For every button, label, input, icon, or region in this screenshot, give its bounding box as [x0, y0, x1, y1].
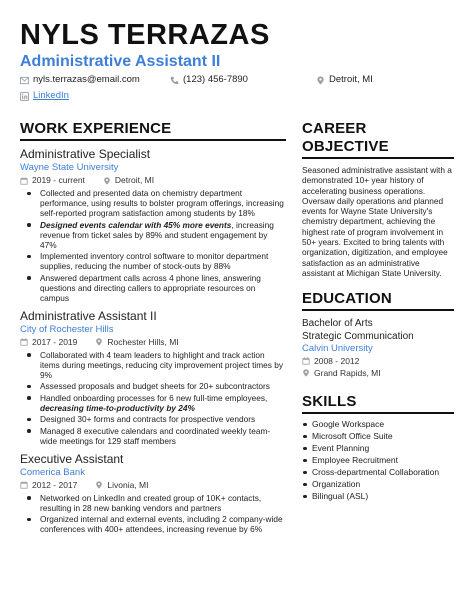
job-bullet: Designed 30+ forms and contracts for prospective vendors: [20, 414, 286, 424]
email-icon: [20, 76, 29, 85]
job-bullet: [20, 220, 286, 250]
job-bullets: [20, 493, 286, 535]
location-pin-icon: [302, 369, 310, 377]
job-bullet: [20, 393, 286, 413]
job-location-text: Livonia, MI: [107, 479, 149, 490]
linkedin-text: LinkedIn: [33, 90, 69, 101]
job-company: Comerica Bank: [20, 466, 85, 478]
bullet-text: Handled onboarding processes for 6 new full-time employees,: [40, 392, 268, 403]
job-company: Wayne State University: [20, 162, 119, 173]
jobs-list: [20, 147, 286, 534]
job-bullet: Implemented inventory control software to monitor department supplies, reducing the number of stock-outs by 88%: [20, 251, 286, 271]
skill-item: Google Workspace: [302, 418, 454, 430]
job-bullet: Assessed proposals and budget sheets for 20+ subcontractors: [20, 381, 286, 391]
job-dates: [20, 480, 77, 491]
job-title: Executive Assistant: [20, 451, 124, 466]
calendar-icon: [302, 357, 310, 365]
work-experience-heading: WORK EXPERIENCE: [20, 120, 286, 141]
job-bullets: [20, 188, 286, 303]
calendar-icon: [20, 338, 28, 346]
job-dates-text: 2019 - current: [32, 175, 85, 185]
calendar-icon: [20, 177, 28, 185]
bullet-text: , increasing revenue from ticket sales by 89% and student engagement by 47%: [40, 219, 274, 250]
bullet-emphasis: Designed events calendar with 45% more events: [40, 219, 232, 230]
skills-heading: SKILLS: [302, 393, 454, 414]
right-column: [302, 120, 454, 502]
location-pin-icon: [316, 76, 325, 85]
job-meta: [20, 175, 286, 186]
job-bullet: Organized internal and external events, including 2 company-wide conferences with 400+ attendees, increasing revenue by 6%: [20, 514, 286, 534]
job-bullet: Collaborated with 4 team leaders to highlight and track action items during meetings, reducing city improvement project times by 9%: [20, 350, 286, 380]
calendar-icon: [20, 481, 28, 489]
job-bullet: Answered department calls across 4 phone lines, answering questions and directing callers to appropriate resources on campus: [20, 273, 286, 303]
career-objective-heading-line1: CAREER: [302, 120, 367, 137]
career-objective-text: Seasoned administrative assistant with a demonstrated 10+ year history of accelerating business operations. Oversaw daily operations and planned events for Wayne State University's chemistry department, achieving the highest rate of program involvement in 50+ years. Excited to bring talents with organization, digitization, and employee satisfaction as an administrative assistant at Michigan State University.: [302, 165, 452, 278]
contact-location: [316, 74, 373, 86]
contact-email[interactable]: [20, 74, 140, 86]
job-entry: [20, 452, 286, 535]
job-dates-text: 2012 - 2017: [32, 479, 78, 490]
contact-phone[interactable]: [170, 74, 248, 86]
career-objective-heading: [302, 120, 454, 159]
linkedin-icon: [20, 92, 29, 101]
skill-item: Cross-departmental Collaboration: [302, 466, 454, 478]
education-dates: [302, 355, 454, 367]
location-pin-icon: [103, 177, 111, 185]
job-location: [103, 175, 154, 186]
location-pin-icon: [95, 481, 103, 489]
job-title: Administrative Assistant II: [20, 308, 157, 323]
skill-item: Employee Recruitment: [302, 454, 454, 466]
education-heading: EDUCATION: [302, 290, 454, 311]
education-location-text: Grand Rapids, MI: [314, 368, 381, 379]
skill-item: Event Planning: [302, 442, 454, 454]
bullet-emphasis: decreasing time-to-productivity by 24%: [40, 402, 195, 413]
job-bullet: Networked on LinkedIn and created group of 10K+ contacts, resulting in 28 new banking vendors and partners: [20, 493, 286, 513]
job-bullet: Collected and presented data on chemistry department performance, using results to bolster program offerings, increasing self-reported program satisfaction among students by 18%: [20, 188, 286, 218]
job-location: [95, 337, 178, 348]
education-location: [302, 367, 454, 379]
left-column: [20, 120, 286, 536]
job-meta: [20, 480, 286, 491]
skills-list: [302, 418, 454, 502]
job-meta: [20, 337, 286, 348]
education-degree: Bachelor of Arts: [302, 318, 373, 330]
job-location-text: Detroit, MI: [114, 175, 155, 185]
job-location-text: Rochester Hills, MI: [107, 336, 179, 347]
job-title: Administrative Specialist: [20, 147, 151, 161]
job-bullets: [20, 350, 286, 446]
education-dates-text: 2008 - 2012: [314, 356, 360, 367]
candidate-name: NYLS TERRAZAS: [20, 19, 270, 51]
skill-item: Organization: [302, 478, 454, 490]
job-company: City of Rochester Hills: [20, 323, 114, 335]
education-school: Calvin University: [302, 343, 373, 355]
email-text: nyls.terrazas@email.com: [33, 74, 140, 85]
education-field: Strategic Communication: [302, 331, 414, 343]
job-entry: [20, 309, 286, 446]
location-text: Detroit, MI: [329, 74, 373, 85]
skill-item: Microsoft Office Suite: [302, 430, 454, 442]
job-bullet: Managed 8 executive calendars and coordinated weekly team-wide meetings for 129 staff members: [20, 426, 286, 446]
job-location: [95, 480, 148, 491]
career-objective-heading-line2: OBJECTIVE: [302, 138, 389, 155]
phone-text: (123) 456-7890: [183, 74, 248, 85]
location-pin-icon: [95, 338, 103, 346]
job-entry: [20, 147, 286, 303]
linkedin-link[interactable]: [20, 90, 69, 102]
candidate-title: Administrative Assistant II: [20, 53, 221, 70]
skill-item: Bilingual (ASL): [302, 490, 454, 502]
job-dates-text: 2017 - 2019: [32, 336, 78, 347]
phone-icon: [170, 76, 179, 85]
job-dates: [20, 337, 77, 348]
job-dates: [20, 175, 85, 186]
